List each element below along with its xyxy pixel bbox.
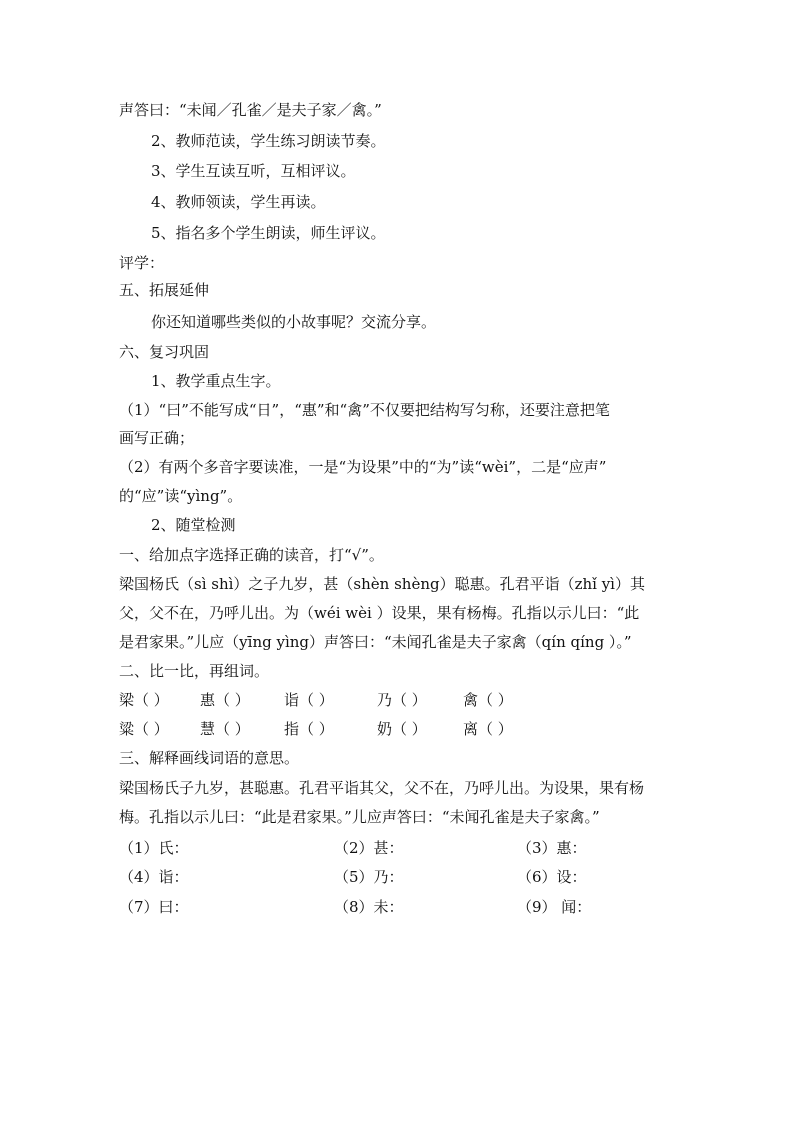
explain-item: （5）乃：	[334, 868, 404, 886]
note-2-line-a: （2）有两个多音字要读准，一是“为设果”中的“为”读“wèi”，二是“应声”	[119, 458, 607, 476]
compare-item: 奶（ ）	[377, 720, 427, 738]
section-6-heading: 六、复习巩固	[119, 343, 210, 361]
note-2-line-b: 的“应”读“yìng”。	[119, 487, 243, 505]
passage-line-1: 梁国杨氏子九岁，甚聪惠。孔君平诣其父，父不在，乃呼儿出。为设果，果有杨	[119, 779, 645, 797]
pronunciation-line-3: 是君家果。”儿应（yīng yìng）声答曰：“未闻孔雀是夫子家禽（qín qíng ）。”	[119, 633, 632, 651]
note-1-line-b: 画写正确；	[119, 429, 195, 447]
quiz-part-2-heading: 二、比一比，再组词。	[119, 662, 270, 680]
explain-item: （9） 闻：	[517, 898, 592, 916]
compare-item: 慧（ ）	[200, 720, 250, 738]
note-1-line-a: （1）“曰”不能写成“日”，“惠”和“禽”不仅要把结构写匀称，还要注意把笔	[119, 401, 610, 419]
key-characters-line: 1、教学重点生字。	[151, 372, 281, 390]
compare-item: 乃（ ）	[377, 691, 427, 709]
text-line-answer-rhythm: 声答曰：“未闻／孔雀／是夫子家／禽。”	[119, 101, 382, 119]
evaluation-heading: 评学：	[119, 254, 165, 272]
compare-item: 梁（ ）	[119, 691, 169, 709]
explain-item: （3）惠：	[517, 839, 587, 857]
pronunciation-line-2: 父，父不在，乃呼儿出。为（wéi wèi ）设果，果有杨梅。孔指以示儿曰：“此	[119, 604, 640, 622]
compare-item: 诣（ ）	[284, 691, 334, 709]
explain-item: （6）设：	[517, 868, 587, 886]
explain-item: （7）曰：	[119, 898, 189, 916]
explain-item: （8）未：	[334, 898, 404, 916]
pronunciation-line-1: 梁国杨氏（sì shì）之子九岁，甚（shèn shèng）聪惠。孔君平诣（zhǐ yì）其	[119, 575, 645, 593]
compare-item: 惠（ ）	[200, 691, 250, 709]
quiz-part-1-heading: 一、给加点字选择正确的读音，打“√”。	[119, 546, 384, 564]
quiz-heading: 2、随堂检测	[151, 516, 236, 534]
explain-item: （4）诣：	[119, 868, 189, 886]
compare-item: 指（ ）	[284, 720, 334, 738]
quiz-part-3-heading: 三、解释画线词语的意思。	[119, 749, 300, 767]
step-4-line: 4、教师领读，学生再读。	[151, 193, 326, 211]
step-5-line: 5、指名多个学生朗读，师生评议。	[151, 224, 386, 242]
compare-item: 禽（ ）	[463, 691, 513, 709]
passage-line-2: 梅。孔指以示儿曰：“此是君家果。”儿应声答曰：“未闻孔雀是夫子家禽。”	[119, 808, 600, 826]
step-3-line: 3、学生互读互听，互相评议。	[151, 162, 356, 180]
explain-item: （2）甚：	[334, 839, 404, 857]
explain-item: （1）氏：	[119, 839, 189, 857]
extension-question: 你还知道哪些类似的小故事呢？交流分享。	[151, 313, 437, 331]
compare-item: 粱（ ）	[119, 720, 169, 738]
compare-item: 离（ ）	[463, 720, 513, 738]
section-5-heading: 五、拓展延伸	[119, 281, 210, 299]
step-2-line: 2、教师范读，学生练习朗读节奏。	[151, 132, 386, 150]
